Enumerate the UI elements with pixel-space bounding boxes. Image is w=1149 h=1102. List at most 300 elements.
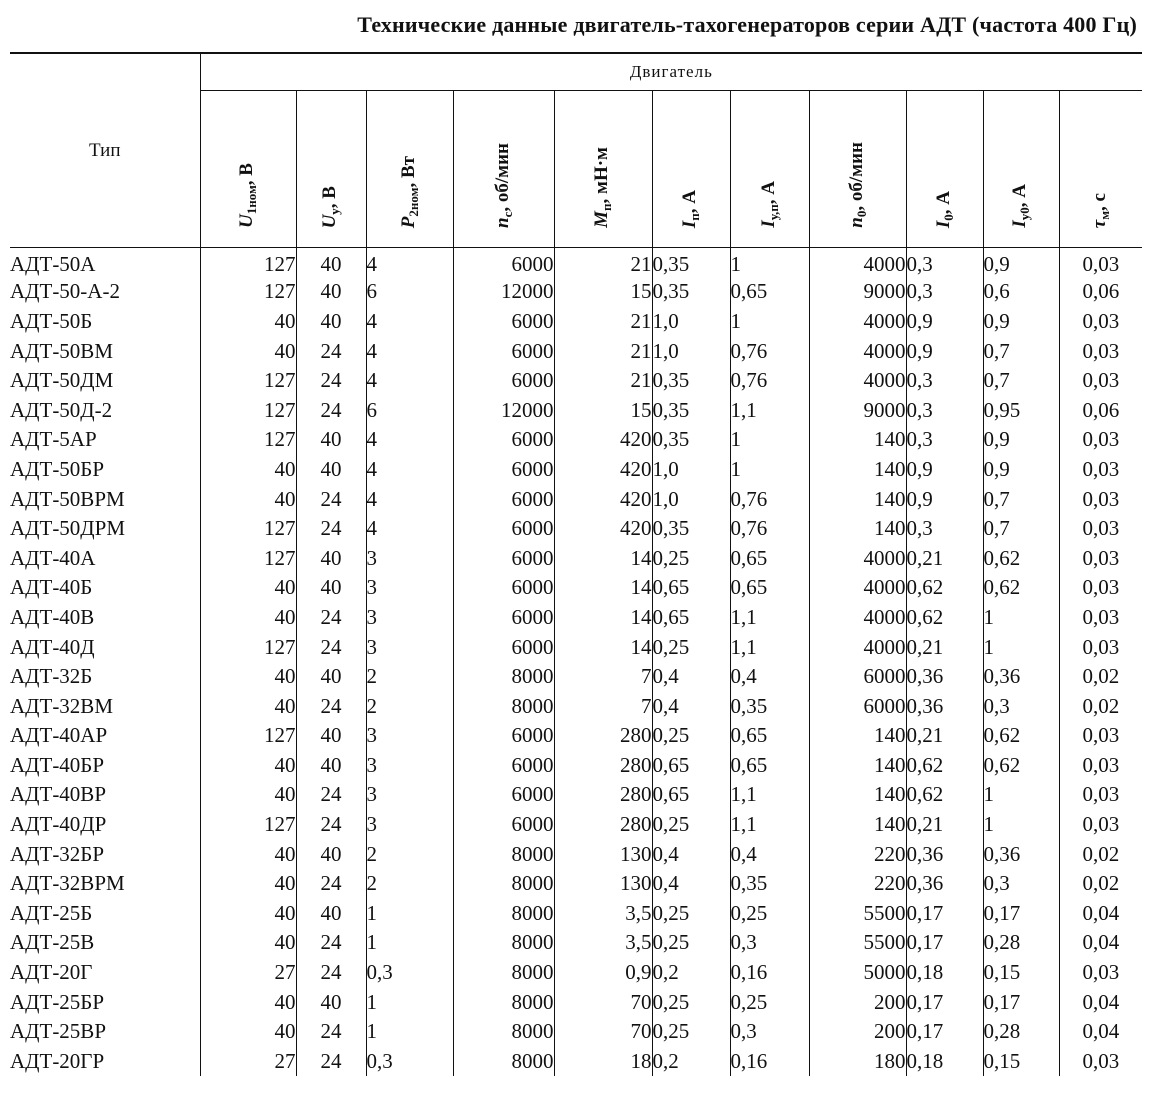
cell-value: 0,35 (652, 366, 730, 396)
cell-value: 40 (200, 336, 296, 366)
cell-type: АДТ-50А (10, 252, 96, 277)
cell-value: 1,0 (652, 307, 730, 337)
cell-value: 0,02 (1059, 869, 1142, 899)
cell-value: 24 (296, 780, 366, 810)
cell-value: 40 (200, 928, 296, 958)
table-row (10, 277, 1142, 307)
table-row (10, 662, 1142, 692)
column-header-label (398, 156, 422, 236)
cell-value: 0,03 (1059, 721, 1142, 751)
cell-value: 40 (200, 455, 296, 485)
cell-value: 0,03 (1059, 632, 1142, 662)
cell-value: 0,04 (1059, 899, 1142, 929)
cell-value: 0,9 (906, 307, 983, 337)
cell-value: 8000 (453, 839, 554, 869)
cell-value: 0,65 (730, 277, 809, 307)
cell-value: 0,65 (730, 721, 809, 751)
cell-type: АДТ-40Б (10, 575, 93, 600)
cell-value: 8000 (453, 987, 554, 1017)
cell-value: 5000 (809, 958, 906, 988)
cell-type: АДТ-50-А-2 (10, 279, 120, 304)
table-row (10, 721, 1142, 751)
table-row (10, 810, 1142, 840)
cell-value: 0,03 (1059, 455, 1142, 485)
cell-value: 0,25 (652, 721, 730, 751)
cell-value: 0,15 (983, 1047, 1059, 1077)
cell-value: 0,9 (983, 248, 1059, 278)
cell-value: 0,9 (983, 425, 1059, 455)
cell-value: 6000 (453, 366, 554, 396)
cell-value: 0,16 (730, 1047, 809, 1077)
cell-value: 0,35 (652, 395, 730, 425)
cell-value: 3 (366, 543, 453, 573)
cell-value: 21 (554, 307, 652, 337)
cell-type: АДТ-32ВРМ (10, 871, 125, 896)
cell-value: 0,62 (983, 543, 1059, 573)
column-symbol: I (679, 220, 701, 228)
table-body (10, 248, 1142, 1077)
cell-value: 0,25 (730, 899, 809, 929)
cell-value: 24 (296, 514, 366, 544)
cell-value: 0,03 (1059, 514, 1142, 544)
cell-value: 0,62 (906, 603, 983, 633)
cell-value: 1 (366, 899, 453, 929)
table-row (10, 751, 1142, 781)
cell-value: 140 (809, 514, 906, 544)
cell-value: 140 (809, 721, 906, 751)
cell-value: 127 (200, 425, 296, 455)
cell-value: 0,25 (652, 1017, 730, 1047)
cell-value: 0,35 (730, 691, 809, 721)
cell-value: 4000 (809, 336, 906, 366)
cell-value: 0,3 (730, 1017, 809, 1047)
cell-value: 2 (366, 691, 453, 721)
cell-value: 0,03 (1059, 484, 1142, 514)
cell-value: 40 (296, 899, 366, 929)
column-unit: , об/мин (845, 142, 867, 211)
cell-value: 280 (554, 751, 652, 781)
cell-value: 0,25 (652, 810, 730, 840)
cell-value: 2 (366, 869, 453, 899)
cell-value: 0,3 (366, 1047, 453, 1077)
cell-value: 0,36 (906, 869, 983, 899)
column-header-label (1089, 193, 1113, 236)
cell-value: 4000 (809, 543, 906, 573)
cell-value: 0,36 (983, 839, 1059, 869)
table-row (10, 573, 1142, 603)
cell-value: 40 (296, 277, 366, 307)
cell-value: 3 (366, 751, 453, 781)
cell-value: 7 (554, 691, 652, 721)
cell-value: 6000 (453, 603, 554, 633)
cell-value: 1 (730, 455, 809, 485)
cell-value: 0,06 (1059, 395, 1142, 425)
cell-value: 6000 (453, 455, 554, 485)
cell-value: 0,3 (906, 425, 983, 455)
cell-value: 5500 (809, 899, 906, 929)
cell-value: 1 (983, 632, 1059, 662)
cell-value: 6000 (809, 691, 906, 721)
cell-type: АДТ-40ВР (10, 782, 106, 807)
cell-value: 12000 (453, 277, 554, 307)
cell-value: 24 (296, 366, 366, 396)
column-subscript: 2ном (405, 187, 421, 217)
cell-value: 7 (554, 662, 652, 692)
cell-type: АДТ-32Б (10, 664, 93, 689)
cell-value: 1,1 (730, 395, 809, 425)
cell-value: 6000 (453, 307, 554, 337)
column-unit: , об/мин (491, 143, 513, 212)
cell-value: 0,9 (554, 958, 652, 988)
cell-value: 40 (296, 839, 366, 869)
column-header-label (236, 163, 260, 236)
cell-value: 0,02 (1059, 662, 1142, 692)
cell-value: 24 (296, 1017, 366, 1047)
column-unit: , А (932, 190, 954, 215)
cell-value: 6000 (453, 632, 554, 662)
cell-value: 12000 (453, 395, 554, 425)
table-row (10, 425, 1142, 455)
column-header (1059, 91, 1142, 248)
column-unit: , А (1009, 184, 1031, 208)
cell-value: 127 (200, 810, 296, 840)
cell-value: 0,62 (906, 751, 983, 781)
column-symbol: M (591, 211, 613, 228)
cell-value: 6000 (453, 514, 554, 544)
cell-value: 0,21 (906, 721, 983, 751)
cell-value: 0,4 (652, 839, 730, 869)
cell-value: 0,21 (906, 632, 983, 662)
cell-value: 0,04 (1059, 987, 1142, 1017)
cell-value: 130 (554, 869, 652, 899)
cell-value: 1 (366, 928, 453, 958)
cell-value: 420 (554, 455, 652, 485)
cell-value: 0,28 (983, 928, 1059, 958)
cell-value: 420 (554, 484, 652, 514)
cell-value: 127 (200, 514, 296, 544)
column-subscript: у,п (765, 204, 781, 221)
cell-value: 24 (296, 484, 366, 514)
cell-value: 40 (200, 691, 296, 721)
cell-value: 1 (366, 1017, 453, 1047)
cell-value: 27 (200, 958, 296, 988)
cell-value: 14 (554, 543, 652, 573)
cell-value: 280 (554, 810, 652, 840)
cell-value: 4 (366, 366, 453, 396)
cell-value: 4 (366, 307, 453, 337)
cell-value: 40 (200, 987, 296, 1017)
table-row (10, 603, 1142, 633)
cell-value: 0,7 (983, 514, 1059, 544)
cell-value: 0,36 (983, 662, 1059, 692)
cell-value: 8000 (453, 662, 554, 692)
cell-value: 0,62 (983, 721, 1059, 751)
cell-value: 1 (730, 425, 809, 455)
column-header-label (846, 142, 870, 236)
page-title: Технические данные двигатель-тахогенераторов серии АДТ (частота 400 Гц) (357, 12, 1137, 37)
cell-value: 0,35 (652, 277, 730, 307)
cell-type: АДТ-50Д-2 (10, 397, 113, 422)
column-symbol: U (319, 214, 341, 228)
column-header (453, 91, 554, 248)
cell-value: 40 (200, 869, 296, 899)
cell-value: 0,4 (652, 691, 730, 721)
cell-value: 0,3 (730, 928, 809, 958)
cell-type: АДТ-50ВМ (10, 338, 113, 363)
cell-value: 0,4 (652, 662, 730, 692)
cell-value: 0,21 (906, 543, 983, 573)
table-row (10, 632, 1142, 662)
cell-value: 40 (200, 899, 296, 929)
cell-value: 70 (554, 1017, 652, 1047)
column-symbol: I (757, 220, 779, 228)
table-row (10, 691, 1142, 721)
cell-value: 40 (200, 780, 296, 810)
table-row (10, 366, 1142, 396)
cell-value: 0,3 (906, 366, 983, 396)
cell-value: 0,62 (983, 751, 1059, 781)
cell-value: 18 (554, 1047, 652, 1077)
cell-value: 0,3 (906, 277, 983, 307)
cell-value: 24 (296, 1047, 366, 1077)
cell-value: 8000 (453, 899, 554, 929)
cell-value: 0,03 (1059, 543, 1142, 573)
cell-value: 27 (200, 1047, 296, 1077)
cell-value: 0,2 (652, 958, 730, 988)
cell-value: 1,0 (652, 484, 730, 514)
cell-value: 0,03 (1059, 573, 1142, 603)
cell-value: 0,4 (730, 662, 809, 692)
cell-value: 0,95 (983, 395, 1059, 425)
table-header (10, 53, 1142, 248)
cell-value: 0,03 (1059, 425, 1142, 455)
cell-type: АДТ-25Б (10, 900, 93, 925)
cell-value: 1 (730, 307, 809, 337)
cell-value: 40 (296, 425, 366, 455)
cell-value: 0,03 (1059, 307, 1142, 337)
table-row (10, 484, 1142, 514)
cell-type: АДТ-25БР (10, 989, 105, 1014)
cell-value: 127 (200, 721, 296, 751)
column-subscript: 1ном (243, 185, 259, 215)
column-header-label (933, 191, 957, 236)
cell-type: АДТ-50ДРМ (10, 516, 125, 541)
cell-value: 0,17 (906, 899, 983, 929)
cell-value: 220 (809, 869, 906, 899)
cell-value: 0,35 (730, 869, 809, 899)
cell-value: 4000 (809, 632, 906, 662)
cell-value: 24 (296, 632, 366, 662)
cell-value: 0,03 (1059, 366, 1142, 396)
table-row (10, 928, 1142, 958)
cell-value: 0,35 (652, 514, 730, 544)
cell-value: 127 (200, 632, 296, 662)
cell-type: АДТ-50ДМ (10, 368, 114, 393)
cell-value: 140 (809, 425, 906, 455)
cell-value: 0,62 (983, 573, 1059, 603)
cell-value: 0,04 (1059, 1017, 1142, 1047)
cell-value: 200 (809, 1017, 906, 1047)
cell-value: 0,9 (906, 484, 983, 514)
cell-value: 0,25 (652, 543, 730, 573)
column-subscript: м (1096, 210, 1112, 220)
cell-value: 8000 (453, 869, 554, 899)
cell-value: 0,35 (652, 248, 730, 278)
cell-value: 3 (366, 810, 453, 840)
cell-value: 24 (296, 810, 366, 840)
cell-value: 40 (296, 248, 366, 278)
cell-value: 420 (554, 425, 652, 455)
cell-value: 1,1 (730, 603, 809, 633)
column-header (730, 91, 809, 248)
cell-value: 6000 (453, 484, 554, 514)
cell-value: 1 (730, 248, 809, 278)
table-row (10, 248, 1142, 278)
cell-value: 0,06 (1059, 277, 1142, 307)
cell-type: АДТ-40А (10, 545, 96, 570)
column-symbol: I (1009, 220, 1031, 228)
cell-value: 0,65 (652, 603, 730, 633)
cell-value: 9000 (809, 277, 906, 307)
cell-value: 0,3 (906, 395, 983, 425)
table-row (10, 336, 1142, 366)
cell-value: 0,03 (1059, 603, 1142, 633)
column-subscript: 0 (940, 214, 956, 221)
cell-value: 0,17 (983, 987, 1059, 1017)
cell-type: АДТ-32ВМ (10, 693, 113, 718)
cell-value: 0,03 (1059, 780, 1142, 810)
cell-value: 0,02 (1059, 839, 1142, 869)
cell-value: 4000 (809, 603, 906, 633)
cell-value: 0,65 (652, 573, 730, 603)
cell-value: 24 (296, 869, 366, 899)
cell-value: 24 (296, 958, 366, 988)
column-unit: , В (319, 185, 341, 208)
cell-value: 140 (809, 810, 906, 840)
cell-value: 40 (200, 603, 296, 633)
cell-value: 1,1 (730, 632, 809, 662)
column-subscript: у (326, 207, 342, 215)
cell-value: 140 (809, 751, 906, 781)
cell-value: 9000 (809, 395, 906, 425)
column-header-label (319, 186, 343, 236)
cell-value: 127 (200, 543, 296, 573)
cell-value: 24 (296, 603, 366, 633)
cell-value: 0,9 (983, 455, 1059, 485)
cell-value: 14 (554, 632, 652, 662)
cell-value: 4 (366, 336, 453, 366)
cell-value: 40 (296, 307, 366, 337)
cell-value: 4 (366, 425, 453, 455)
cell-value: 0,62 (906, 573, 983, 603)
cell-type: АДТ-50ВРМ (10, 486, 125, 511)
column-subscript: c (499, 211, 515, 218)
cell-value: 0,02 (1059, 691, 1142, 721)
cell-value: 0,17 (906, 987, 983, 1017)
cell-value: 0,6 (983, 277, 1059, 307)
column-symbol: P (397, 216, 419, 228)
cell-value: 6000 (453, 425, 554, 455)
cell-value: 3 (366, 573, 453, 603)
cell-value: 40 (296, 987, 366, 1017)
cell-value: 40 (200, 1017, 296, 1047)
cell-value: 0,25 (652, 632, 730, 662)
cell-value: 1 (983, 810, 1059, 840)
cell-value: 15 (554, 277, 652, 307)
column-header (983, 91, 1059, 248)
cell-value: 0,36 (906, 839, 983, 869)
cell-value: 180 (809, 1047, 906, 1077)
cell-value: 0,76 (730, 514, 809, 544)
cell-value: 6000 (809, 662, 906, 692)
column-header-label (1009, 184, 1033, 236)
cell-value: 0,3 (983, 869, 1059, 899)
cell-value: 0,7 (983, 366, 1059, 396)
cell-value: 40 (200, 751, 296, 781)
cell-value: 3,5 (554, 928, 652, 958)
cell-value: 0,16 (730, 958, 809, 988)
cell-value: 6000 (453, 248, 554, 278)
cell-type: АДТ-20ГР (10, 1048, 105, 1073)
cell-value: 14 (554, 573, 652, 603)
cell-value: 0,76 (730, 366, 809, 396)
cell-value: 0,2 (652, 1047, 730, 1077)
column-subscript: у0 (1016, 207, 1032, 221)
column-header (906, 91, 983, 248)
cell-value: 4000 (809, 307, 906, 337)
group-header-motor: Двигатель (200, 53, 1142, 91)
table-row (10, 839, 1142, 869)
cell-value: 140 (809, 780, 906, 810)
cell-type: АДТ-25В (10, 930, 95, 955)
table-row (10, 543, 1142, 573)
cell-value: 0,28 (983, 1017, 1059, 1047)
table-row (10, 395, 1142, 425)
cell-value: 0,4 (652, 869, 730, 899)
cell-value: 1,0 (652, 336, 730, 366)
cell-value: 0,36 (906, 691, 983, 721)
cell-value: 1 (983, 780, 1059, 810)
cell-type: АДТ-5АР (10, 427, 97, 452)
cell-value: 127 (200, 366, 296, 396)
cell-value: 4 (366, 248, 453, 278)
column-unit: , с (1088, 192, 1110, 211)
cell-value: 6000 (453, 543, 554, 573)
cell-type: АДТ-25ВР (10, 1019, 106, 1044)
cell-value: 3 (366, 603, 453, 633)
cell-value: 4 (366, 484, 453, 514)
cell-value: 6000 (453, 336, 554, 366)
column-header (809, 91, 906, 248)
cell-value: 0,4 (730, 839, 809, 869)
cell-value: 40 (200, 307, 296, 337)
cell-value: 0,25 (652, 928, 730, 958)
cell-value: 0,03 (1059, 958, 1142, 988)
cell-value: 0,04 (1059, 928, 1142, 958)
cell-value: 4 (366, 514, 453, 544)
cell-value: 0,17 (983, 899, 1059, 929)
cell-value: 0,65 (730, 573, 809, 603)
cell-value: 0,9 (906, 455, 983, 485)
cell-type: АДТ-40АР (10, 723, 108, 748)
cell-value: 1,0 (652, 455, 730, 485)
cell-value: 6000 (453, 751, 554, 781)
cell-value: 0,65 (730, 543, 809, 573)
cell-value: 140 (809, 455, 906, 485)
table-row (10, 987, 1142, 1017)
cell-value: 0,25 (652, 987, 730, 1017)
column-symbol: U (236, 214, 258, 228)
